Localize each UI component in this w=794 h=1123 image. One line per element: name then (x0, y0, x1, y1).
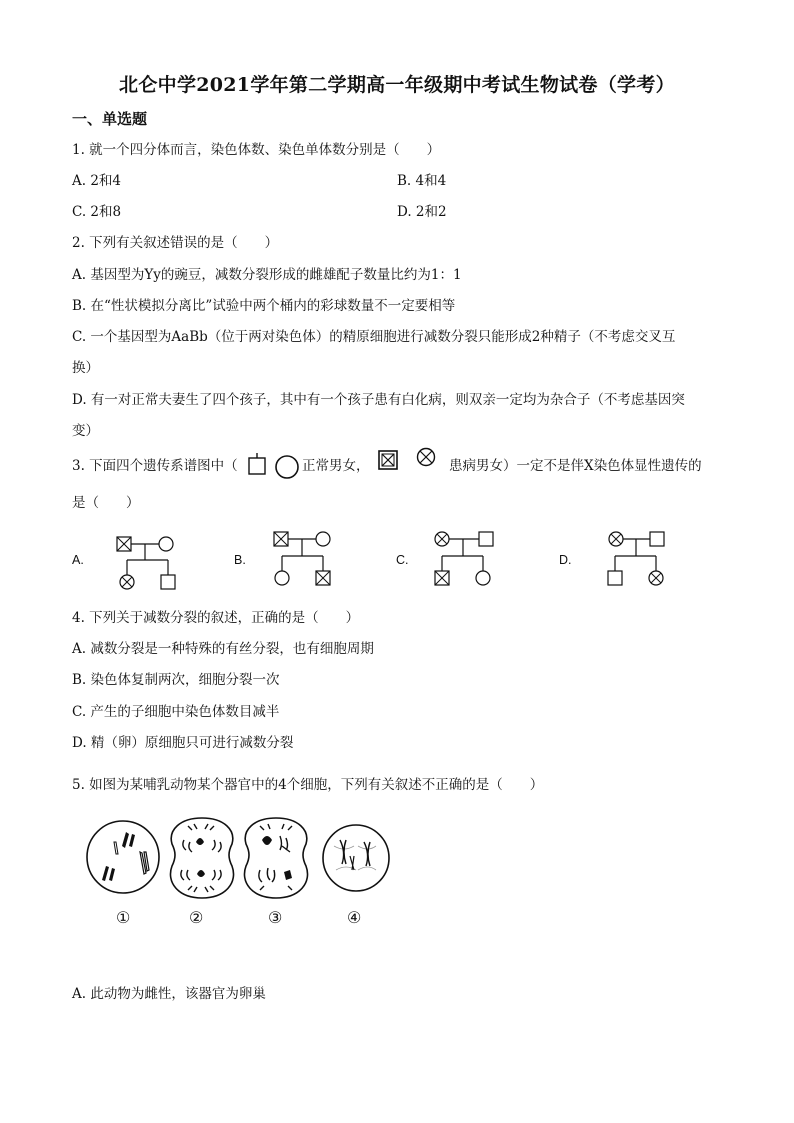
cell-label-4: ④ (347, 908, 362, 927)
pedigree-b (272, 530, 334, 592)
cell-3 (244, 818, 307, 898)
affected-female-icon (649, 571, 663, 585)
affected-male-icon (316, 571, 330, 585)
normal-male-icon (650, 532, 664, 546)
affected-male-icon (435, 571, 449, 585)
pedigree-b-label: B. (234, 553, 246, 567)
normal-female-icon (276, 456, 298, 478)
q4-option-a: A. 减数分裂是一种特殊的有丝分裂，也有细胞周期 (72, 641, 374, 657)
cell-label-1: ① (116, 908, 131, 927)
q4-option-d: D. 精（卵）原细胞只可进行减数分裂 (72, 735, 294, 751)
q2-option-d-line2: 变） (72, 423, 99, 439)
q1-option-c: C. 2和8 (72, 204, 122, 220)
normal-male-female-symbols (247, 452, 303, 482)
normal-male-icon (161, 575, 175, 589)
normal-male-icon (249, 458, 265, 474)
affected-male-female-symbols (376, 445, 442, 475)
pedigree-a-label: A. (72, 553, 84, 567)
q2-option-c-line1: C. 一个基因型为AaBb（位于两对染色体）的精原细胞进行减数分裂只能形成2种精子（不考虑交叉互 (72, 329, 676, 345)
pedigree-c (433, 530, 495, 592)
q3-stem-line2: 是（ ） (72, 495, 140, 511)
page-title: 北仑中学2021学年第二学期高一年级期中考试生物试卷（学考） (119, 74, 675, 96)
q1-option-a: A. 2和4 (72, 173, 122, 189)
pedigree-d (604, 530, 666, 592)
q2-option-b: B. 在“性状模拟分离比”试验中两个桶内的彩球数量不一定要相等 (72, 298, 456, 314)
normal-female-icon (476, 571, 490, 585)
pedigree-c-label: C. (396, 553, 409, 567)
q1-option-d: D. 2和2 (397, 204, 447, 220)
pedigree-d-label: D. (559, 553, 572, 567)
q5-option-a: A. 此动物为雌性，该器官为卵巢 (72, 986, 266, 1002)
normal-male-icon (479, 532, 493, 546)
cell-label-2: ② (189, 908, 204, 927)
normal-female-icon (159, 537, 173, 551)
affected-male-icon (379, 451, 397, 469)
q1-stem: 1. 就一个四分体而言，染色体数、染色单体数分别是（ ） (72, 142, 441, 158)
cell-1 (87, 821, 159, 893)
affected-female-icon (609, 532, 623, 546)
q1-option-b: B. 4和4 (397, 173, 447, 189)
q2-option-c-line2: 换） (72, 360, 99, 376)
q3-stem-part2: 正常男女， (302, 458, 370, 474)
section-heading: 一、单选题 (72, 110, 148, 128)
cell-division-figure (84, 812, 404, 904)
q3-stem-part3: 患病男女）一定不是伴X染色体显性遗传的 (449, 458, 702, 474)
q4-option-c: C. 产生的子细胞中染色体数目减半 (72, 704, 280, 720)
affected-female-icon (120, 575, 134, 589)
affected-male-icon (117, 537, 131, 551)
q2-option-a: A. 基因型为Yy的豌豆，减数分裂形成的雌雄配子数量比约为1：1 (72, 267, 462, 283)
q4-stem: 4. 下列关于减数分裂的叙述，正确的是（ ） (72, 610, 360, 626)
pedigree-a (115, 530, 177, 592)
affected-male-icon (274, 532, 288, 546)
cell-4 (323, 825, 389, 891)
affected-female-icon (435, 532, 449, 546)
cell-2 (170, 818, 233, 898)
normal-female-icon (275, 571, 289, 585)
q4-option-b: B. 染色体复制两次，细胞分裂一次 (72, 672, 280, 688)
q5-stem: 5. 如图为某哺乳动物某个器官中的4个细胞，下列有关叙述不正确的是（ ） (72, 777, 544, 793)
normal-female-icon (316, 532, 330, 546)
q2-option-d-line1: D. 有一对正常夫妻生了四个孩子，其中有一个孩子患有白化病，则双亲一定均为杂合子（不考虑基因突 (72, 392, 685, 408)
affected-female-icon (418, 449, 435, 466)
normal-male-icon (608, 571, 622, 585)
cell-label-3: ③ (268, 908, 283, 927)
q2-stem: 2. 下列有关叙述错误的是（ ） (72, 235, 279, 251)
q3-stem-part1: 3. 下面四个遗传系谱图中（ (72, 458, 238, 474)
